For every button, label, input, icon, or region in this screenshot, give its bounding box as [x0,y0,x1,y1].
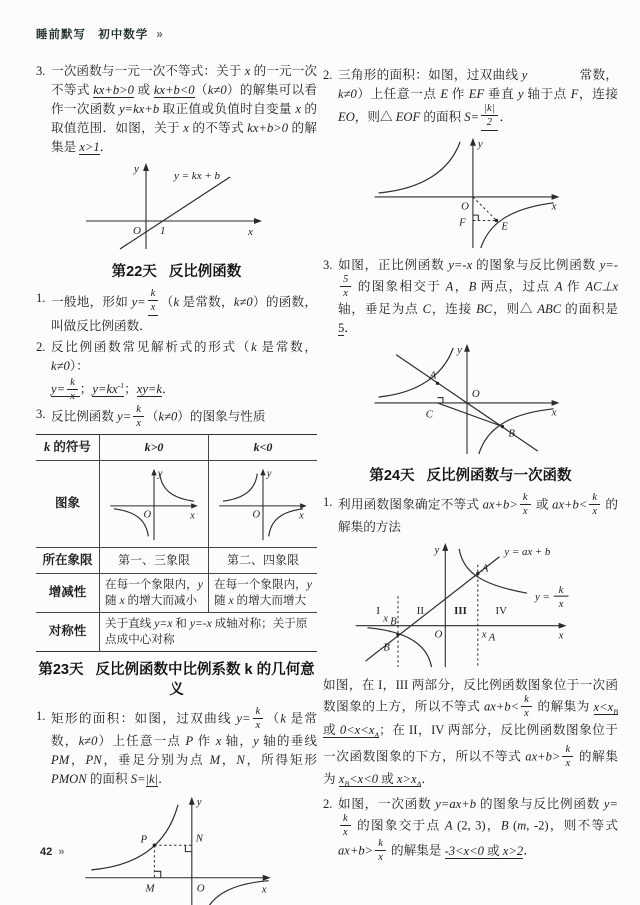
item-number: 3. [323,258,333,273]
label-line-equation: y = ax + b [504,545,551,558]
item-text: 三角形的面积：如图，过双曲线 y 常数，k≠0）上任意一点 E 作 EF 垂直 y 轴于点 F，连接 EO，则△ EOF 的面积 S= $\frac{|k|}{2}$ ． [338,66,618,132]
question-rectangle-area [36,707,317,789]
label-x-axis: x [299,510,304,522]
monotonic-negative: 在每一个象限内，y 随 x 的增大而增大 [209,573,318,612]
label-x-axis: x [558,629,564,642]
chevrons-icon: » [156,29,164,41]
right-column [323,66,618,866]
rectangle-pmon-figure [74,791,284,905]
properties-table [36,434,317,652]
table-row-quadrants [36,547,317,573]
label-origin: O [252,509,261,521]
label-origin: O [434,628,443,641]
item-text: 如图，一次函数 y=ax+b 的图象与反比例函数 y= $\frac{k}{x}$ 的图象交于点 A (2, 3)，B (m, -2)，则不等式 ax+b> $\frac{k}{x}$ 的解集是 -3<x<0 或 x>2． [338,797,619,864]
label-y-axis: y [457,343,462,356]
section-heading-day23 [36,660,317,700]
day-label: 第23天 [38,661,84,678]
label-y-axis: y [157,468,163,480]
label-hyperbola-den: x [558,598,564,611]
label-origin: O [461,200,469,213]
item-text: 矩形的面积：如图，过双曲线 y= $\frac{k}{x}$ （k 是常数，k≠0）上任意一点 P 作 x 轴，y 轴的垂线 PM，PN，垂足分别为点 M，N，所得矩形 PMON 的面积 S=|k|． [51,705,318,786]
label-x-axis: x [551,406,557,419]
row-label-quadrants: 所在象限 [36,547,100,573]
header-k-negative: k<0 [209,434,318,460]
hyperbola-positive-figure [100,460,209,547]
question-forms [36,338,317,403]
label-x-axis: x [248,226,253,238]
item-number: 1. [323,495,333,510]
symmetry-text: 关于直线 y=x 和 y=-x 成轴对称；关于原点成中心对称 [100,612,318,651]
header-k-sign: k 的符号 [36,434,100,460]
subject-title: 初中数学 [98,29,149,41]
label-region-2: II [416,604,424,617]
label-origin: O [471,388,480,401]
monotonic-positive: 在每一个象限内，y 随 x 的增大而减小 [100,573,209,612]
question-solution-set [323,795,618,864]
question-definition [36,289,317,336]
label-region-3: III [454,604,467,617]
question-abc-area [323,256,618,338]
label-point-a: A [429,369,437,382]
label-y-axis: y [196,795,202,808]
label-origin: O [196,882,205,895]
item-text: 反比例函数 y= $\frac{k}{x}$ （k≠0）的图象与性质 [51,403,266,429]
label-hyperbola-eq: y = [534,591,550,604]
label-origin: O [133,225,141,237]
page-footer [40,846,64,858]
item-number: 2. [323,797,333,812]
question-inequality-method [323,493,618,537]
label-y-axis: y [266,468,272,480]
brand-title: 睡前默写 [36,29,86,41]
item-number: 1. [36,291,46,305]
label-point-m: M [145,882,155,895]
label-x-axis: x [190,510,195,522]
label-xa: x [481,628,487,641]
day-label: 第22天 [111,264,157,280]
item-text: 如图，正比例函数 y=-x 的图象与反比例函数 y=- $\frac{5}{x}$ 的图象相交于 A，B 两点，过点 A 作 AC⊥x 轴，垂足为点 C，连接 BC，则△ ABC 的面积是 5． [338,258,619,336]
label-point-a: A [481,562,489,575]
label-point-n: N [195,832,203,845]
section-heading-day24 [323,466,618,486]
page-header [36,26,164,42]
item-number: 3. [36,64,46,78]
label-point-f: F [459,216,466,229]
item-number: 2. [36,340,46,355]
left-column [36,62,317,905]
label-point-e: E [501,220,509,233]
row-label-monotonic: 增减性 [36,573,100,612]
triangle-abc-figure [363,340,573,458]
label-x-axis: x [551,200,557,213]
question-triangle-area [323,66,618,132]
label-line-equation: y = kx + b [174,170,220,182]
table-row-graph [36,460,317,547]
chevrons-icon: » [58,846,65,858]
item-text: 一般地，形如 y= $\frac{k}{x}$ （k 是常数，k≠0）的函数，叫做反比例函数． [51,288,317,334]
line-graph-figure [78,159,268,254]
item-number: 1. [36,708,46,723]
page-number: 42 [40,846,53,858]
section-heading-day22 [36,262,317,282]
section-title: 反比例函数与一次函数 [426,468,572,485]
question-graph-properties [36,405,317,430]
label-region-1: I [376,604,380,617]
label-xb-sub: B [390,615,397,628]
table-header-row [36,434,317,460]
hyperbola-negative-figure [209,460,318,547]
label-point-b: B [383,641,390,654]
label-x-axis: x [261,883,267,896]
triangle-eof-figure [363,134,573,252]
regions-figure [348,539,583,672]
item-text: 一次函数与一元一次不等式：关于 x 的一元一次不等式 kx+b>0 或 kx+b<0（k≠0）的解集可以看作一次函数 y=kx+b 取正值或负值时自变量 x 的取值范围．如图，关于 x 的不等式 kx+b>0 的解集是 x>1． [51,64,318,154]
item-number: 3. [36,406,46,421]
label-point-p: P [140,833,148,846]
table-row-symmetry [36,612,317,651]
header-k-positive: k>0 [100,434,209,460]
hyperbola-k-positive [104,464,204,544]
label-xb: x [383,612,389,625]
label-point-c: C [425,408,433,421]
label-origin: O [143,509,152,521]
item-text: 利用函数图象确定不等式 ax+b> $\frac{k}{x}$ 或 ax+b< $\frac{k}{x}$ 的解集的方法 [338,492,619,535]
table-row-monotonic [36,573,317,612]
day-label: 第24天 [369,468,415,485]
quadrants-negative: 第二、四象限 [209,547,318,573]
label-hyperbola-num: k [558,584,564,597]
quadrants-positive: 第一、三象限 [100,547,209,573]
item-text: 反比例函数常见解析式的形式（k 是常数，k≠0）： y= $\frac{k}{x}$ ；$y=kx^{-1}$；xy=k． [51,340,318,402]
label-y-axis: y [477,137,483,150]
explanation-paragraph: 如图，在 I，III 两部分，反比例函数图象位于一次函数图象的上方，所以不等式 ax+b< $\frac{k}{x}$ 的解集为 $x<x_B$ 或 $0<x<x_A$；在 II，IV 两部分，反比例函数图象位于一次函数图象的下方，所以不等式 ax+b> $\frac{k}{x}$ 的解集为 $x_B<x<0$ 或 $x>x_A$． [323,678,618,789]
section-title: 反比例函数 [168,264,242,280]
label-y-axis: y [134,163,139,175]
label-xa-sub: A [488,631,496,644]
section-title: 反比例函数中比例系数 k 的几何意义 [95,661,315,698]
label-point-b: B [508,427,515,440]
hyperbola-k-negative [213,464,313,544]
row-label-graph: 图象 [36,460,100,547]
label-y-axis: y [434,543,440,556]
label-region-4: IV [495,604,507,617]
row-label-symmetry: 对称性 [48,624,87,639]
question-linear-inequality [36,62,317,157]
item-number: 2. [323,68,333,82]
label-tick-1: 1 [160,225,166,237]
